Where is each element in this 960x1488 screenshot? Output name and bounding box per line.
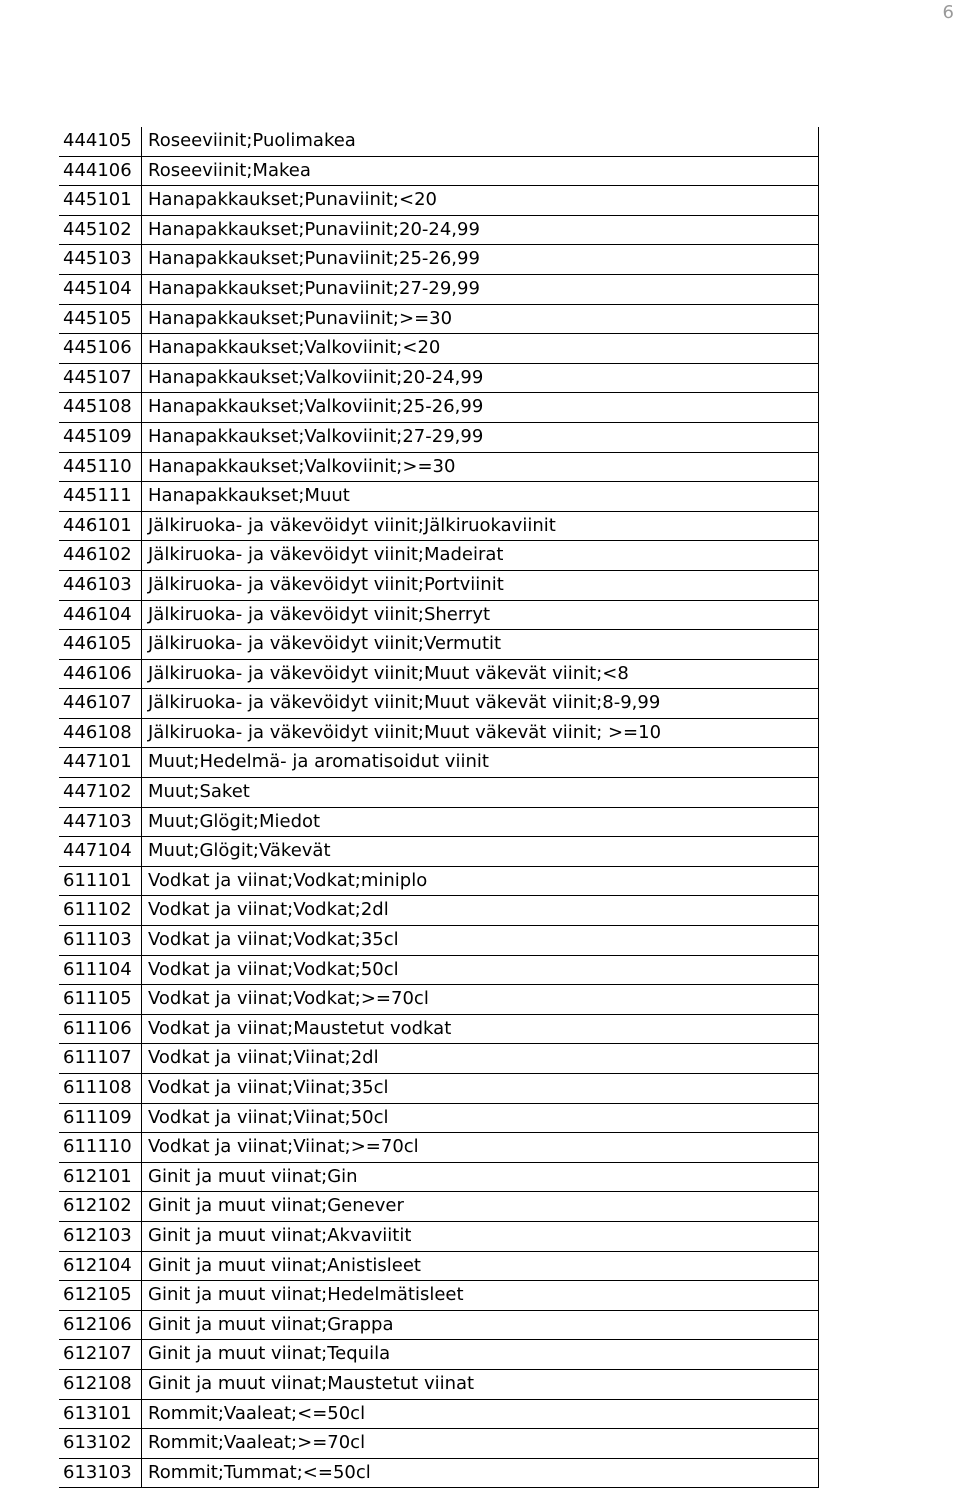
category-code-cell: 444105 <box>59 127 142 156</box>
category-code-cell: 445103 <box>59 245 142 275</box>
category-name-cell: Rommit;Vaaleat;<=50cl <box>142 1399 819 1429</box>
category-code-cell: 445107 <box>59 363 142 393</box>
category-code-cell: 447102 <box>59 778 142 808</box>
category-name-cell: Jälkiruoka- ja väkevöidyt viinit;Muut väkevät viinit; >=10 <box>142 718 819 748</box>
category-code-cell: 612105 <box>59 1281 142 1311</box>
category-code-cell: 612106 <box>59 1310 142 1340</box>
table-row <box>59 837 819 867</box>
table-row <box>59 1044 819 1074</box>
category-name-cell: Jälkiruoka- ja väkevöidyt viinit;Sherryt <box>142 600 819 630</box>
category-name-cell: Jälkiruoka- ja väkevöidyt viinit;Madeirat <box>142 541 819 571</box>
category-code-cell: 445110 <box>59 452 142 482</box>
category-code-cell: 445102 <box>59 215 142 245</box>
category-name-cell: Rommit;Tummat;<=50cl <box>142 1458 819 1488</box>
category-code-cell: 445108 <box>59 393 142 423</box>
table-row <box>59 985 819 1015</box>
category-code-cell: 446107 <box>59 689 142 719</box>
category-name-cell: Muut;Hedelmä- ja aromatisoidut viinit <box>142 748 819 778</box>
table-row <box>59 748 819 778</box>
category-name-cell: Hanapakkaukset;Valkoviinit;>=30 <box>142 452 819 482</box>
category-code-cell: 447104 <box>59 837 142 867</box>
category-name-cell: Hanapakkaukset;Valkoviinit;<20 <box>142 334 819 364</box>
category-name-cell: Ginit ja muut viinat;Anistisleet <box>142 1251 819 1281</box>
table-row <box>59 896 819 926</box>
table-row <box>59 1014 819 1044</box>
category-name-cell: Ginit ja muut viinat;Tequila <box>142 1340 819 1370</box>
category-name-cell: Vodkat ja viinat;Maustetut vodkat <box>142 1014 819 1044</box>
category-code-cell: 446104 <box>59 600 142 630</box>
category-code-cell: 613103 <box>59 1458 142 1488</box>
table-row <box>59 718 819 748</box>
category-name-cell: Vodkat ja viinat;Vodkat;>=70cl <box>142 985 819 1015</box>
category-code-cell: 446105 <box>59 630 142 660</box>
category-name-cell: Hanapakkaukset;Punaviinit;<20 <box>142 186 819 216</box>
category-name-cell: Jälkiruoka- ja väkevöidyt viinit;Jälkiruokaviinit <box>142 511 819 541</box>
table-row <box>59 363 819 393</box>
category-name-cell: Muut;Glögit;Miedot <box>142 807 819 837</box>
category-name-cell: Ginit ja muut viinat;Maustetut viinat <box>142 1369 819 1399</box>
table-row <box>59 926 819 956</box>
category-name-cell: Muut;Saket <box>142 778 819 808</box>
category-name-cell: Vodkat ja viinat;Vodkat;35cl <box>142 926 819 956</box>
table-row <box>59 807 819 837</box>
category-name-cell: Rommit;Vaaleat;>=70cl <box>142 1429 819 1459</box>
category-name-cell: Vodkat ja viinat;Viinat;50cl <box>142 1103 819 1133</box>
table-row <box>59 422 819 452</box>
category-code-cell: 446106 <box>59 659 142 689</box>
category-code-cell: 613101 <box>59 1399 142 1429</box>
category-code-cell: 611108 <box>59 1074 142 1104</box>
category-name-cell: Muut;Glögit;Väkevät <box>142 837 819 867</box>
category-code-cell: 611104 <box>59 955 142 985</box>
category-code-cell: 612101 <box>59 1162 142 1192</box>
category-code-cell: 445105 <box>59 304 142 334</box>
table-row <box>59 1221 819 1251</box>
table-row <box>59 1340 819 1370</box>
category-name-cell: Hanapakkaukset;Valkoviinit;20-24,99 <box>142 363 819 393</box>
table-row <box>59 866 819 896</box>
category-code-cell: 444106 <box>59 156 142 186</box>
category-name-cell: Vodkat ja viinat;Vodkat;miniplo <box>142 866 819 896</box>
table-row <box>59 955 819 985</box>
table-row <box>59 630 819 660</box>
category-name-cell: Jälkiruoka- ja väkevöidyt viinit;Portviinit <box>142 570 819 600</box>
category-name-cell: Ginit ja muut viinat;Genever <box>142 1192 819 1222</box>
category-code-cell: 445111 <box>59 482 142 512</box>
category-code-cell: 611101 <box>59 866 142 896</box>
category-code-cell: 611109 <box>59 1103 142 1133</box>
category-code-cell: 611102 <box>59 896 142 926</box>
category-code-cell: 612107 <box>59 1340 142 1370</box>
table-row <box>59 689 819 719</box>
category-code-cell: 612103 <box>59 1221 142 1251</box>
category-name-cell: Roseeviinit;Makea <box>142 156 819 186</box>
category-code-cell: 612108 <box>59 1369 142 1399</box>
category-name-cell: Hanapakkaukset;Punaviinit;25-26,99 <box>142 245 819 275</box>
page-number: 6 <box>942 2 954 23</box>
category-code-cell: 613102 <box>59 1429 142 1459</box>
table-row <box>59 304 819 334</box>
category-name-cell: Vodkat ja viinat;Vodkat;2dl <box>142 896 819 926</box>
table-row <box>59 1369 819 1399</box>
category-name-cell: Hanapakkaukset;Muut <box>142 482 819 512</box>
table-row <box>59 570 819 600</box>
table-row <box>59 393 819 423</box>
category-name-cell: Hanapakkaukset;Punaviinit;27-29,99 <box>142 274 819 304</box>
category-name-cell: Hanapakkaukset;Valkoviinit;25-26,99 <box>142 393 819 423</box>
category-code-cell: 446103 <box>59 570 142 600</box>
category-name-cell: Vodkat ja viinat;Viinat;>=70cl <box>142 1133 819 1163</box>
table-row <box>59 334 819 364</box>
category-code-cell: 611110 <box>59 1133 142 1163</box>
category-name-cell: Jälkiruoka- ja väkevöidyt viinit;Vermutit <box>142 630 819 660</box>
category-code-cell: 447101 <box>59 748 142 778</box>
category-name-cell: Vodkat ja viinat;Viinat;2dl <box>142 1044 819 1074</box>
table-row <box>59 1251 819 1281</box>
table-row <box>59 511 819 541</box>
category-name-cell: Ginit ja muut viinat;Hedelmätisleet <box>142 1281 819 1311</box>
category-code-cell: 611107 <box>59 1044 142 1074</box>
table-row <box>59 1133 819 1163</box>
category-code-cell: 445101 <box>59 186 142 216</box>
category-name-cell: Hanapakkaukset;Valkoviinit;27-29,99 <box>142 422 819 452</box>
table-row <box>59 659 819 689</box>
table-row <box>59 1458 819 1488</box>
category-code-cell: 446101 <box>59 511 142 541</box>
table-row <box>59 274 819 304</box>
table-row <box>59 127 819 156</box>
table-row <box>59 778 819 808</box>
category-name-cell: Jälkiruoka- ja väkevöidyt viinit;Muut väkevät viinit;8-9,99 <box>142 689 819 719</box>
category-name-cell: Hanapakkaukset;Punaviinit;20-24,99 <box>142 215 819 245</box>
category-code-cell: 611106 <box>59 1014 142 1044</box>
table-row <box>59 600 819 630</box>
table-row <box>59 1074 819 1104</box>
table-row <box>59 1103 819 1133</box>
table-row <box>59 1162 819 1192</box>
table-row <box>59 1429 819 1459</box>
category-code-cell: 611103 <box>59 926 142 956</box>
table-row <box>59 1281 819 1311</box>
table-row <box>59 1310 819 1340</box>
table-row <box>59 156 819 186</box>
category-code-cell: 445109 <box>59 422 142 452</box>
category-code-cell: 447103 <box>59 807 142 837</box>
category-code-cell: 611105 <box>59 985 142 1015</box>
table-row <box>59 1192 819 1222</box>
category-name-cell: Vodkat ja viinat;Vodkat;50cl <box>142 955 819 985</box>
category-name-cell: Ginit ja muut viinat;Gin <box>142 1162 819 1192</box>
table-body <box>59 127 819 1488</box>
category-code-cell: 446108 <box>59 718 142 748</box>
table-row <box>59 245 819 275</box>
category-name-cell: Hanapakkaukset;Punaviinit;>=30 <box>142 304 819 334</box>
category-name-cell: Ginit ja muut viinat;Grappa <box>142 1310 819 1340</box>
table-row <box>59 1399 819 1429</box>
table-row <box>59 186 819 216</box>
category-name-cell: Roseeviinit;Puolimakea <box>142 127 819 156</box>
category-code-cell: 445106 <box>59 334 142 364</box>
category-code-cell: 612102 <box>59 1192 142 1222</box>
table-row <box>59 482 819 512</box>
category-code-cell: 445104 <box>59 274 142 304</box>
table-row <box>59 215 819 245</box>
category-name-cell: Jälkiruoka- ja väkevöidyt viinit;Muut väkevät viinit;<8 <box>142 659 819 689</box>
category-name-cell: Ginit ja muut viinat;Akvaviitit <box>142 1221 819 1251</box>
product-category-table <box>59 127 819 1488</box>
category-name-cell: Vodkat ja viinat;Viinat;35cl <box>142 1074 819 1104</box>
category-code-cell: 612104 <box>59 1251 142 1281</box>
table-row <box>59 541 819 571</box>
table-row <box>59 452 819 482</box>
category-code-cell: 446102 <box>59 541 142 571</box>
